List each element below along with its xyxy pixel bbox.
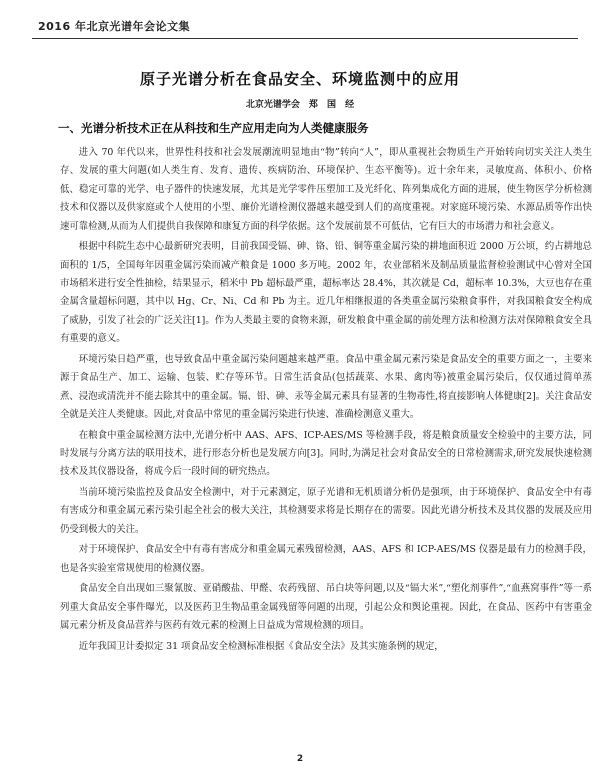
header-rule — [32, 38, 578, 39]
body-paragraph: 环境污染日趋严重，也导致食品中重金属污染问题越来越严重。食品中重金属元素污染是食品安全的重要方面之一，主要来源于食品生产、加工、运输、包装、贮存等环节。日常生活食品(包括蔬菜、水果、禽肉等)被重金属污染后，仅仅通过简单蒸煮、浸泡或清洗并不能去除其中的重金属。镉、铅、砷、汞等金属元素具有显著的生物毒性,将直接影响人体健康[2]。关注食品安全就是关注人类健康。因此,对食品中常见的重金属污染进行快速、准确检测意义重大。 — [60, 353, 592, 421]
body-paragraph: 对于环境保护、食品安全中有毒有害成分和重金属元素残留检测，AAS、AFS 和 ICP-AES/MS 仪器是最有力的检测手段，也是各实验室常规使用的检测仪器。 — [60, 544, 592, 574]
page-number: 2 — [296, 754, 304, 764]
body-paragraph: 在粮食中重金属检测方法中,光谱分析中 AAS、AFS、ICP-AES/MS 等检测手段，将是粮食质量安全检验中的主要方法，同时发展与分离方法的联用技术，进行形态分析也是发展方向[3]。同时,为满足社会对食品安全的日常检测需求,研究发展快速检测技术及其仪器设备，将成今后一段时间的研究热点。 — [60, 429, 592, 478]
body-paragraph: 食品安全自出现如三聚氰胺、亚硝酸盐、甲醛、农药残留、吊白块等问题,以及“镉大米”,“塑化剂事件”,“血燕窝事件”等一系列重大食品安全事件曝光，以及医药卫生物品重金属残留等问题的出现，引起公众和舆论重视。因此，在食品、医药中有害重金属元素分析及食品营养与医药有效元素的检测上日益成为常规检测的项目。 — [60, 583, 592, 632]
article-title: 原子光谱分析在食品安全、环境监测中的应用 — [139, 70, 460, 88]
body-paragraph: 当前环境污染监控及食品安全检测中，对于元素测定，原子光谱和无机质谱分析仍是强项，由于环境保护、食品安全中有毒有害成分和重金属元素污染引起全社会的极大关注，其检测要求将是长期存在的需要。因此光谱分析技术及其仪器的发展及应用仍受到极大的关注。 — [60, 487, 592, 535]
article-byline: 北京光谱学会 郑 国 经 — [245, 100, 355, 110]
article-body — [60, 144, 592, 658]
body-paragraph: 进入 70 年代以来，世界性科技和社会发展潮流明显地由“物”转向“人”，即从重视社会物质生产开始转向切实关注人类生存、发展的重大问题(如人类生育、发育、遗传、疾病防治、环境保护、生态平衡等)。近十余年来，灵敏度高、体积小、价格低、稳定可靠的光学、电子器件的快速发展，尤其是光学零件压塑加工及光纤化、阵列集成化方面的进展，使生物医学分析检测技术和仪器以及供家庭或个人使用的小型、廉价光谱检测仪器越来越受到人们的高度重视。对家庭环境污染、水源品质等作出快速可靠检测,从而为人们提供自我保障和康复方面的科学依据。这个发展前景不可低估，它有巨大的市场潜力和社会意义。 — [60, 147, 592, 232]
body-paragraph: 根据中科院生态中心最新研究表明，目前我国受镉、砷、铬、铅、铜等重金属污染的耕地面积近 2000 万公顷，约占耕地总面积的 1/5，全国每年因重金属污染而减产粮食是 1000 多万吨。2002 年，农业部稻米及制品质量监督检验测试中心曾对全国市场稻米进行安全性抽检，结果显示，稻米中 Pb 超标最严重，超标率达 28.4%，其次就是 Cd，超标率 10.3%，大豆也存在重金属含量超标问题，其中以 Hg、Cr、Ni、Cd 和 Pb 为主。近几年相继报道的各类重金属污染粮食事件，对我国粮食安全构成了威胁，引发了社会的广泛关注[1]。作为人类最主要的食物来源，研发粮食中重金属的前处理方法和检测方法对保障粮食安全具有重要的意义。 — [60, 241, 592, 345]
running-header: 2016 年北京光谱年会论文集 — [38, 20, 190, 33]
section-heading: 一、光谱分析技术正在从科技和生产应用走向为人类健康服务 — [58, 121, 369, 135]
body-paragraph: 近年我国卫计委拟定 31 项食品安全检测标准根据《食品安全法》及其实施条例的规定， — [78, 640, 444, 652]
